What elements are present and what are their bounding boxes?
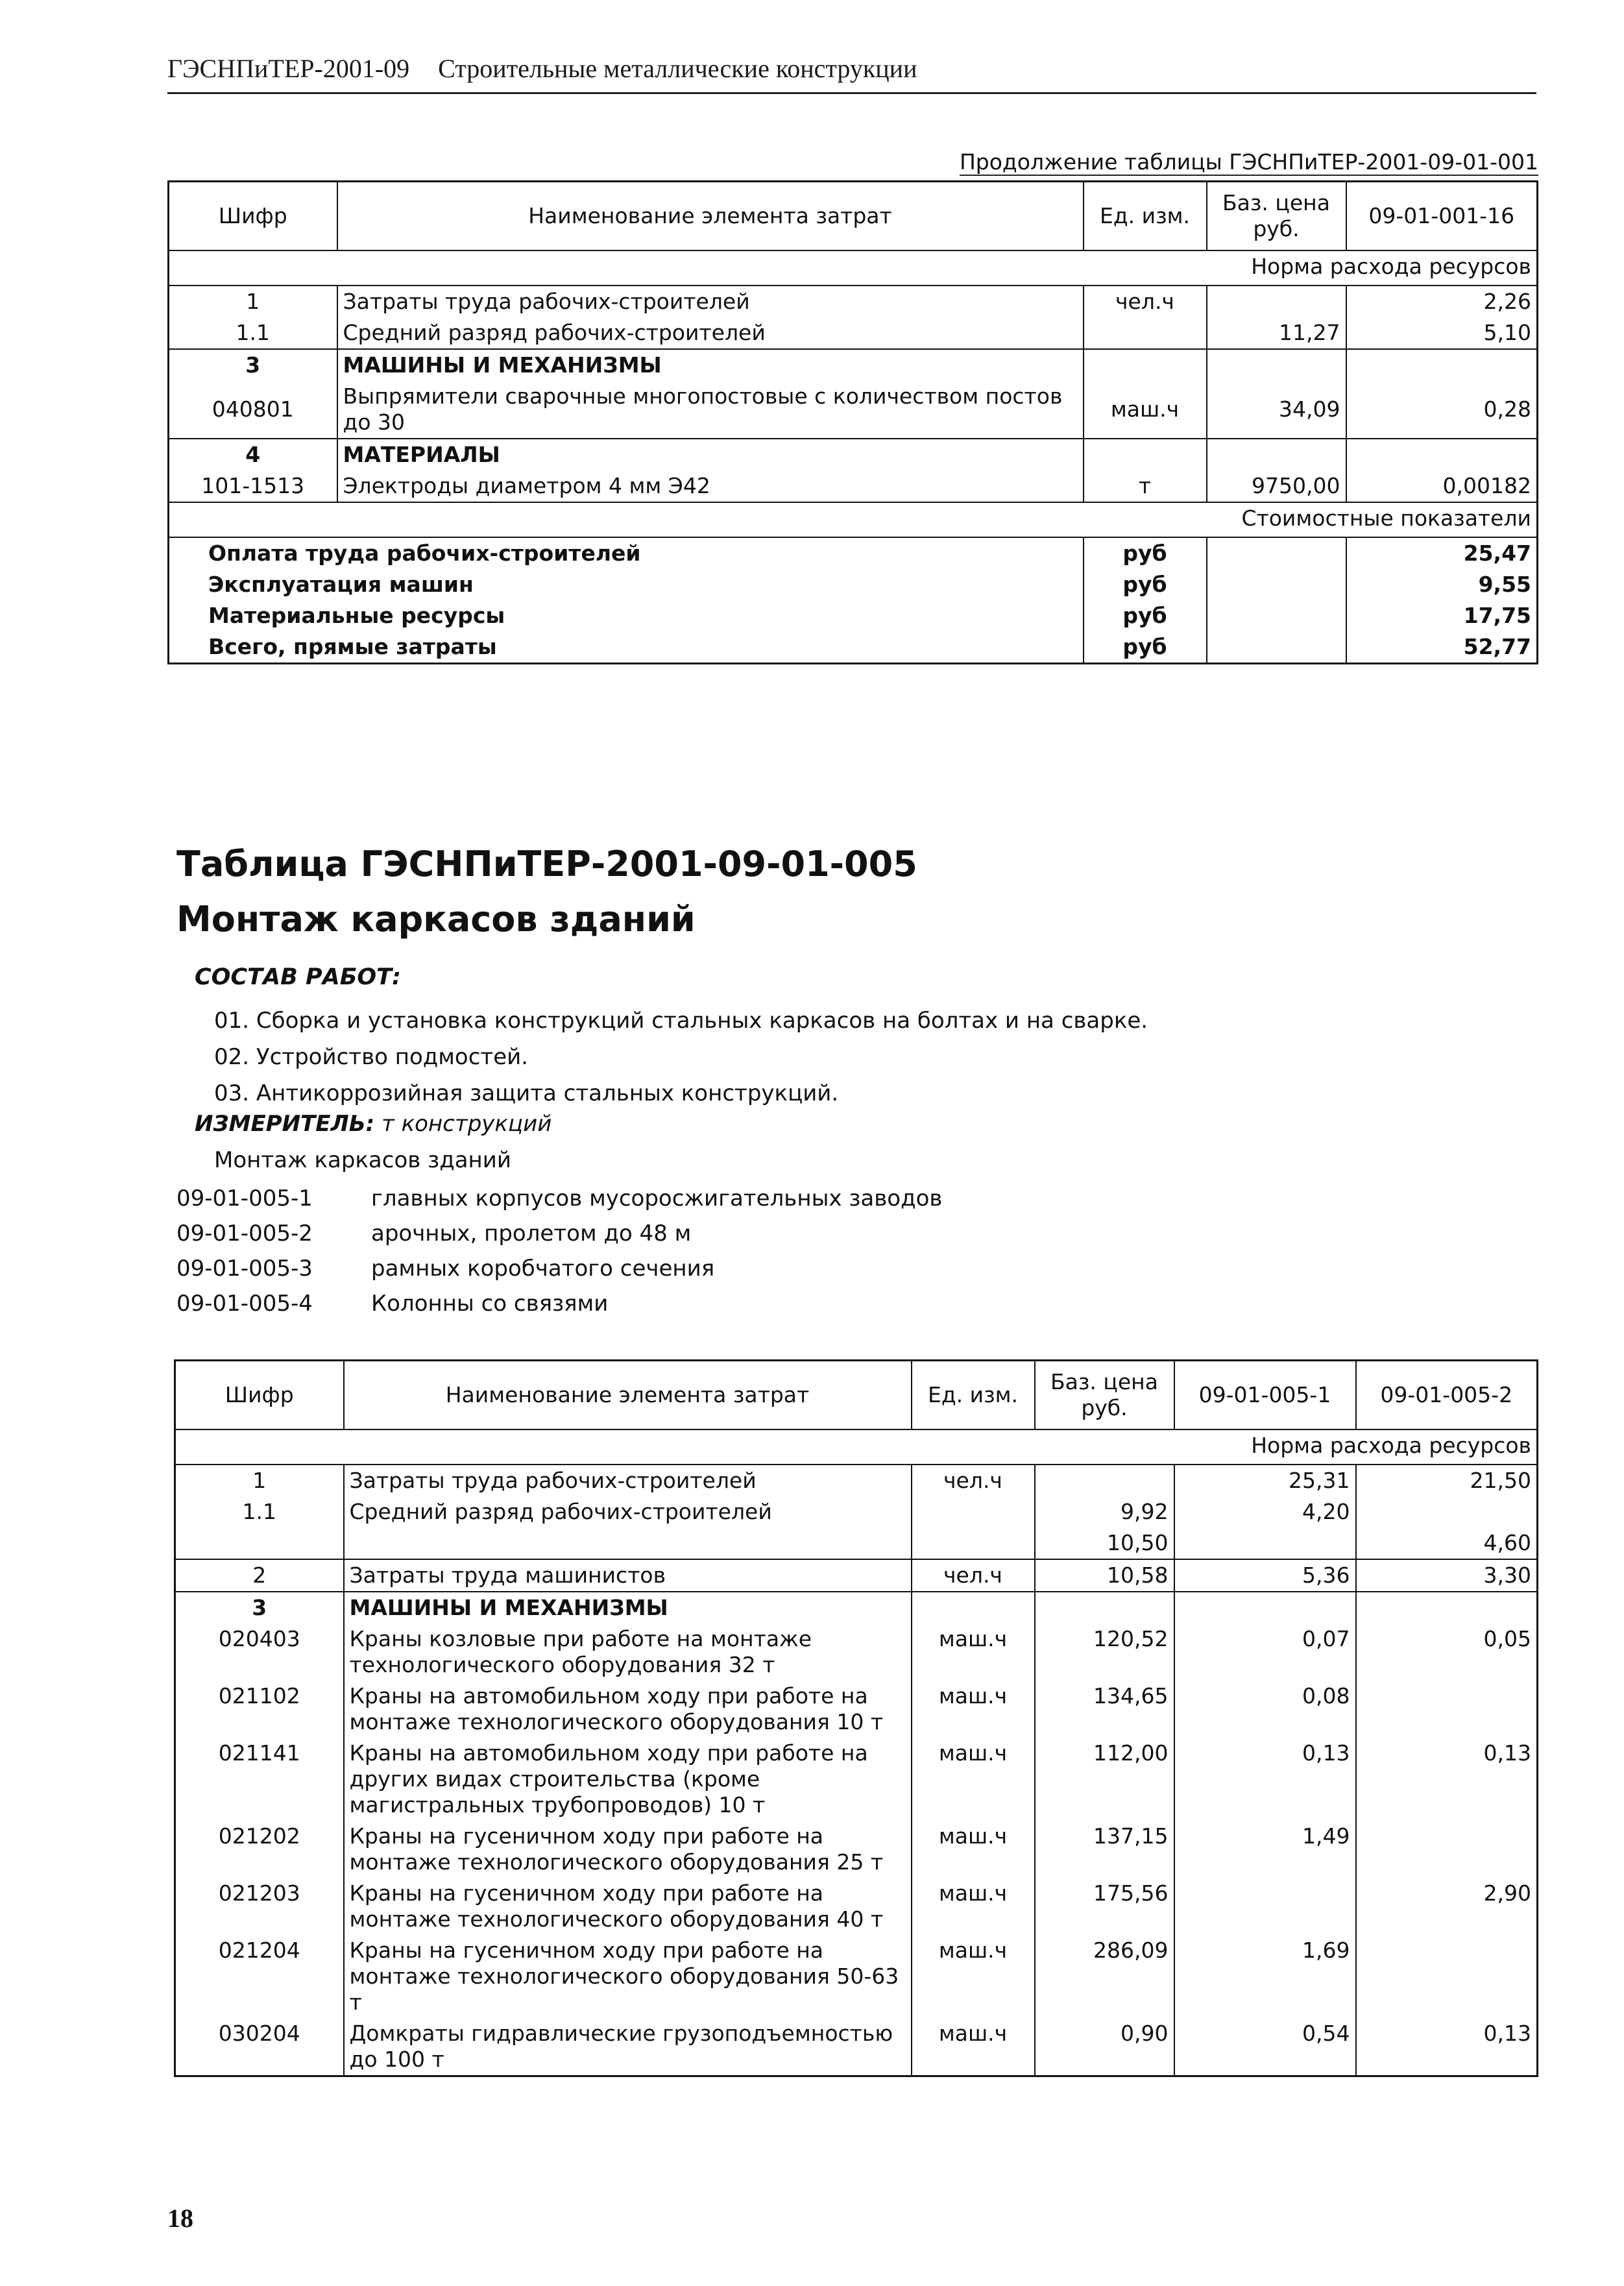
row-unit: чел.ч: [1084, 286, 1207, 317]
row-unit: маш.ч: [1084, 381, 1207, 439]
row-name: Электроды диаметром 4 мм Э42: [337, 470, 1084, 502]
table-row: [175, 1738, 1538, 1821]
col-header-price: Баз. цена руб.: [1207, 182, 1346, 251]
row-code: 1.1: [175, 1496, 344, 1527]
list-item: [176, 1286, 942, 1321]
row-norm-value-1: 5,36: [1174, 1559, 1356, 1592]
row-unit: чел.ч: [912, 1465, 1035, 1496]
total-name: Оплата труда рабочих-строителей: [169, 537, 1084, 569]
table-continuation-caption: Продолжение таблицы ГЭСНПиТЕР-2001-09-01-001: [959, 149, 1538, 175]
norm-band-label: Норма расхода ресурсов: [169, 250, 1538, 286]
table-row: [169, 286, 1538, 317]
col-header-unit: Ед. изм.: [1084, 182, 1207, 251]
norm-band-row: [169, 250, 1538, 286]
row-price: [1207, 439, 1346, 470]
table-section-row: [175, 1592, 1538, 1623]
codes-list: [176, 1181, 942, 1321]
row-unit: [912, 1527, 1035, 1559]
row-unit: маш.ч: [912, 1738, 1035, 1821]
row-name: Краны на гусеничном ходу при работе на монтаже технологического оборудования 40 т: [344, 1878, 912, 1935]
resource-table: [174, 1359, 1538, 2077]
row-name: Краны на гусеничном ходу при работе на монтаже технологического оборудования 50-63 т: [344, 1935, 912, 2018]
total-value: 9,55: [1478, 572, 1531, 597]
row-code: 101-1513: [169, 470, 337, 502]
row-norm-value: [1346, 349, 1538, 381]
row-norm-value-2: [1356, 1681, 1538, 1738]
row-norm-value-1: 0,07: [1174, 1623, 1356, 1681]
group-title: Монтаж каркасов зданий: [214, 1147, 511, 1173]
row-price: [1035, 1465, 1174, 1496]
total-row: [169, 537, 1538, 569]
row-norm-value-1: 0,08: [1174, 1681, 1356, 1738]
row-name: Средний разряд рабочих-строителей: [344, 1496, 912, 1527]
row-price: 0,90: [1035, 2018, 1174, 2076]
row-norm-value-1: [1174, 1592, 1356, 1623]
row-code: 021102: [175, 1681, 344, 1738]
total-value: 52,77: [1463, 634, 1531, 659]
total-name: Эксплуатация машин: [169, 569, 1084, 600]
row-unit: маш.ч: [912, 1623, 1035, 1681]
works-list: [214, 1003, 1148, 1112]
section-title: МАШИНЫ И МЕХАНИЗМЫ: [337, 349, 1084, 381]
running-header-subject: Строительные металлические конструкции: [438, 54, 917, 83]
row-norm-value-1: 4,20: [1174, 1496, 1356, 1527]
table-row: [175, 1681, 1538, 1738]
row-norm-value-2: 4,60: [1483, 1530, 1531, 1555]
row-name: Краны на гусеничном ходу при работе на монтаже технологического оборудования 25 т: [344, 1821, 912, 1878]
table-row: [169, 381, 1538, 439]
list-item: 01. Сборка и установка конструкций стальных каркасов на болтах и на сварке.: [214, 1008, 1148, 1034]
table-row: [169, 317, 1538, 349]
total-unit: руб: [1084, 569, 1207, 600]
row-name: Затраты труда рабочих-строителей: [337, 286, 1084, 317]
row-norm-value-1: 1,69: [1174, 1935, 1356, 2018]
row-unit: маш.ч: [912, 1935, 1035, 2018]
row-norm-value-2: [1356, 1821, 1538, 1878]
row-name: Затраты труда машинистов: [344, 1559, 912, 1592]
row-price: [1035, 1592, 1174, 1623]
row-norm-value-1: 0,13: [1174, 1738, 1356, 1821]
col-header-norm-1: 09-01-005-1: [1174, 1361, 1356, 1430]
total-row: [169, 631, 1538, 664]
row-unit: [1084, 317, 1207, 349]
total-value: 25,47: [1463, 541, 1531, 566]
item-code: 09-01-005-4: [176, 1291, 313, 1317]
row-norm-value-2: 0,13: [1483, 1740, 1531, 1766]
item-code: 09-01-005-1: [176, 1186, 313, 1211]
row-norm-value-1: [1174, 1527, 1356, 1559]
row-unit: [912, 1592, 1035, 1623]
row-price: [1207, 349, 1346, 381]
meter-label: ИЗМЕРИТЕЛЬ:: [195, 1111, 375, 1137]
row-code: 021203: [175, 1878, 344, 1935]
col-header-norm: 09-01-001-16: [1346, 182, 1538, 251]
total-unit: руб: [1084, 537, 1207, 569]
row-code: 3: [175, 1592, 344, 1623]
col-header-name: Наименование элемента затрат: [337, 182, 1084, 251]
row-code: 1: [175, 1465, 344, 1496]
row-name: Домкраты гидравлические грузоподъемностью до 100 т: [344, 2018, 912, 2076]
item-description: главных корпусов мусоросжигательных заводов: [371, 1186, 943, 1211]
row-unit: [912, 1496, 1035, 1527]
table-header-row: [175, 1361, 1538, 1430]
norm-band-row: [175, 1429, 1538, 1465]
table-row: [175, 1821, 1538, 1878]
col-header-name: Наименование элемента затрат: [344, 1361, 912, 1430]
row-name: Краны на автомобильном ходу при работе на других видах строительства (кроме магистральных трубопроводов) 10 т: [344, 1738, 912, 1821]
row-price: 11,27: [1207, 317, 1346, 349]
meter-line: [195, 1111, 551, 1137]
table-row: [175, 1496, 1538, 1527]
row-unit: маш.ч: [912, 1681, 1035, 1738]
cost-band-row: [169, 502, 1538, 537]
table-row: [175, 1527, 1538, 1559]
running-header-series: ГЭСНПиТЕР-2001-09: [167, 54, 410, 83]
row-name: Краны козловые при работе на монтаже технологического оборудования 32 т: [344, 1623, 912, 1681]
list-item: [176, 1251, 942, 1286]
row-name: Выпрямители сварочные многопостовые с количеством постов до 30: [337, 381, 1084, 439]
row-unit: маш.ч: [912, 1821, 1035, 1878]
col-header-unit: Ед. изм.: [912, 1361, 1035, 1430]
table-section-row: [169, 349, 1538, 381]
page-number: 18: [167, 2204, 193, 2233]
row-price: 134,65: [1035, 1681, 1174, 1738]
running-header: [167, 53, 1536, 94]
row-norm-value: 0,28: [1483, 396, 1531, 422]
total-unit: руб: [1084, 631, 1207, 664]
item-code: 09-01-005-2: [176, 1221, 313, 1246]
item-description: арочных, пролетом до 48 м: [371, 1221, 692, 1246]
list-item: [176, 1181, 942, 1216]
resource-table-continued: [167, 180, 1538, 664]
row-name: Затраты труда рабочих-строителей: [344, 1465, 912, 1496]
table-row: [175, 1465, 1538, 1496]
row-norm-value: [1346, 439, 1538, 470]
row-code: 020403: [175, 1623, 344, 1681]
total-value: 17,75: [1463, 603, 1531, 628]
row-code: [175, 1527, 344, 1559]
total-unit: руб: [1084, 600, 1207, 631]
section-title: МАТЕРИАЛЫ: [337, 439, 1084, 470]
row-norm-value-1: 1,49: [1174, 1821, 1356, 1878]
row-norm-value-1: 0,54: [1174, 2018, 1356, 2076]
row-code: 1: [169, 286, 337, 317]
table-row: [175, 1559, 1538, 1592]
row-code: 2: [175, 1559, 344, 1592]
row-price: 34,09: [1207, 381, 1346, 439]
row-name: [344, 1527, 912, 1559]
table-row: [175, 2018, 1538, 2076]
table-row: [169, 470, 1538, 502]
row-code: 030204: [175, 2018, 344, 2076]
item-description: рамных коробчатого сечения: [371, 1256, 715, 1282]
table-row: [175, 1878, 1538, 1935]
row-price: 137,15: [1035, 1821, 1174, 1878]
row-norm-value-2: 0,05: [1483, 1626, 1531, 1651]
row-code: 021141: [175, 1738, 344, 1821]
row-norm-value: 0,00182: [1442, 473, 1531, 498]
row-price: 10,58: [1035, 1559, 1174, 1592]
table-title: Таблица ГЭСНПиТЕР-2001-09-01-005: [176, 844, 917, 884]
row-price: 9,92: [1035, 1496, 1174, 1527]
row-unit: чел.ч: [912, 1559, 1035, 1592]
section-title: МАШИНЫ И МЕХАНИЗМЫ: [344, 1592, 912, 1623]
list-item: 03. Антикоррозийная защита стальных конструкций.: [214, 1080, 839, 1106]
item-description: Колонны со связями: [371, 1291, 609, 1317]
norm-band-label: Норма расхода ресурсов: [175, 1429, 1538, 1465]
row-unit: маш.ч: [912, 1878, 1035, 1935]
row-norm-value: 2,26: [1483, 289, 1531, 314]
list-item: 02. Устройство подмостей.: [214, 1044, 529, 1070]
row-price: 10,50: [1035, 1527, 1174, 1559]
row-code: 040801: [169, 381, 337, 439]
section-title: Монтаж каркасов зданий: [176, 899, 696, 940]
meter-value: т конструкций: [382, 1111, 552, 1137]
row-code: 021202: [175, 1821, 344, 1878]
row-price: [1207, 286, 1346, 317]
table-section-row: [169, 439, 1538, 470]
row-unit: т: [1084, 470, 1207, 502]
table-header-row: [169, 182, 1538, 251]
row-norm-value-1: 25,31: [1174, 1465, 1356, 1496]
row-price: 286,09: [1035, 1935, 1174, 2018]
composition-label: СОСТАВ РАБОТ:: [195, 964, 401, 990]
total-row: [169, 569, 1538, 600]
row-name: Краны на автомобильном ходу при работе на монтаже технологического оборудования 10 т: [344, 1681, 912, 1738]
row-norm-value: 5,10: [1483, 320, 1531, 345]
row-norm-value-2: 21,50: [1470, 1468, 1531, 1493]
row-norm-value-2: [1356, 1496, 1538, 1527]
cost-band-label: Стоимостные показатели: [169, 502, 1538, 537]
row-norm-value-2: 2,90: [1483, 1880, 1531, 1906]
row-unit: [1084, 439, 1207, 470]
row-price: 175,56: [1035, 1878, 1174, 1935]
row-norm-value-2: [1356, 1592, 1538, 1623]
table-row: [175, 1623, 1538, 1681]
row-code: 4: [169, 439, 337, 470]
row-price: 9750,00: [1207, 470, 1346, 502]
row-unit: маш.ч: [912, 2018, 1035, 2076]
row-norm-value-2: 0,13: [1483, 2021, 1531, 2046]
list-item: [176, 1216, 942, 1251]
row-code: 1.1: [169, 317, 337, 349]
row-code: 021204: [175, 1935, 344, 2018]
row-unit: [1084, 349, 1207, 381]
row-norm-value-2: [1356, 1935, 1538, 2018]
row-name: Средний разряд рабочих-строителей: [337, 317, 1084, 349]
col-header-code: Шифр: [169, 182, 337, 251]
total-name: Материальные ресурсы: [169, 600, 1084, 631]
row-code: 3: [169, 349, 337, 381]
col-header-norm-2: 09-01-005-2: [1356, 1361, 1538, 1430]
col-header-code: Шифр: [175, 1361, 344, 1430]
table-row: [175, 1935, 1538, 2018]
row-norm-value-2: 3,30: [1356, 1559, 1538, 1592]
col-header-price: Баз. цена руб.: [1035, 1361, 1174, 1430]
item-code: 09-01-005-3: [176, 1256, 313, 1282]
row-norm-value-1: [1174, 1878, 1356, 1935]
row-price: 112,00: [1035, 1738, 1174, 1821]
total-name: Всего, прямые затраты: [169, 631, 1084, 664]
total-row: [169, 600, 1538, 631]
row-price: 120,52: [1035, 1623, 1174, 1681]
